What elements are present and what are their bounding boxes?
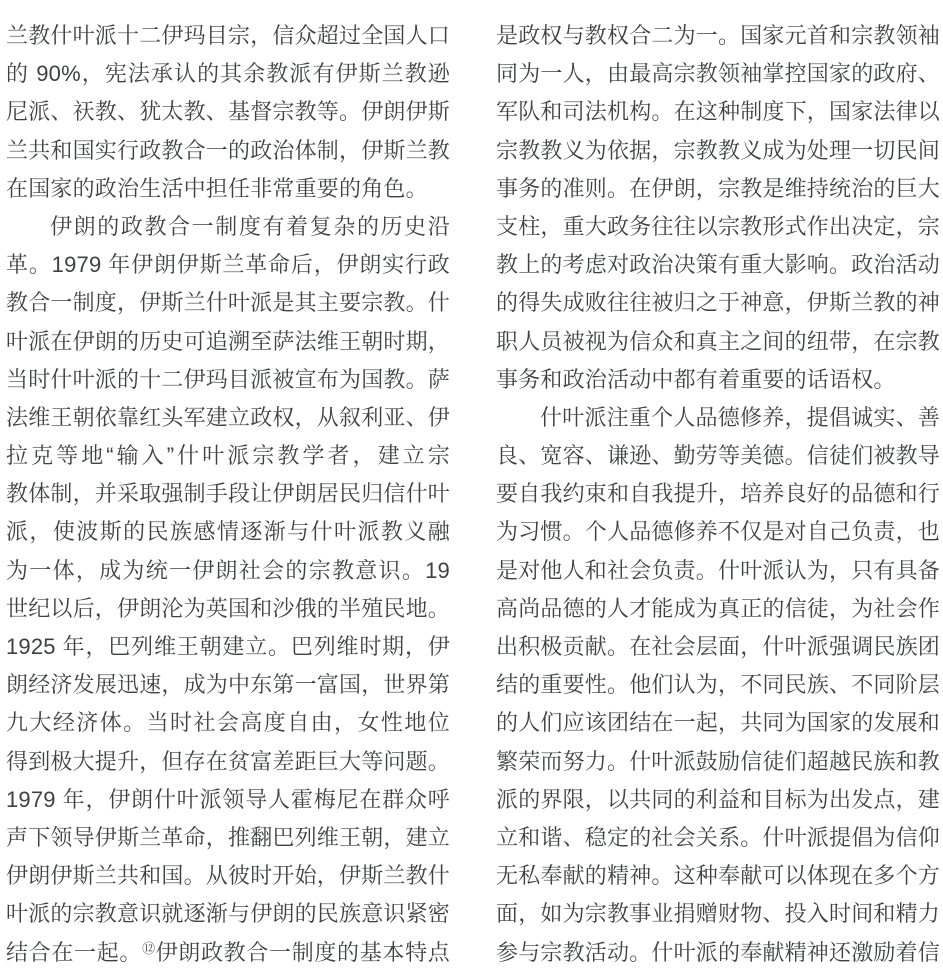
text-line: 朗经济发展迅速，成为中东第一富国，世界第 <box>6 672 451 698</box>
text-line: 1979 年，伊朗什叶派领导人霍梅尼在群众呼 <box>6 786 450 812</box>
text-line: 叶派在伊朗的历史可追溯至萨法维王朝时期， <box>6 328 451 354</box>
text-line: 兰教什叶派十二伊玛目宗，信众超过全国人口 <box>6 23 451 48</box>
text-line: 派的界限，以共同的利益和目标为出发点，建 <box>496 786 941 812</box>
text-line: 为习惯。个人品德修养不仅是对自己负责，也 <box>496 519 941 545</box>
text-line: 当时什叶派的十二伊玛目派被宣布为国教。萨 <box>6 366 451 392</box>
text-line: 的 90%，宪法承认的其余教派有伊斯兰教逊 <box>6 61 450 87</box>
right-column <box>496 17 940 973</box>
text-line: 支柱，重大政务往往以宗教形式作出决定，宗 <box>496 213 941 239</box>
text-line: 教体制，并采取强制手段让伊朗居民归信什叶 <box>6 481 451 507</box>
text-line: 伊朗伊斯兰共和国。从彼时开始，伊斯兰教什 <box>6 863 451 889</box>
text-line: 世纪以后，伊朗沦为英国和沙俄的半殖民地。 <box>6 595 451 621</box>
text-line: 立和谐、稳定的社会关系。什叶派提倡为信仰 <box>496 824 941 850</box>
text-line: 参与宗教活动。什叶派的奉献精神还激励着信 <box>496 939 941 965</box>
text-line: 事务和政治活动中都有着重要的话语权。 <box>496 366 896 392</box>
text-line: 事务的准则。在伊朗，宗教是维持统治的巨大 <box>496 175 941 201</box>
text-line: 九大经济体。当时社会高度自由，女性地位 <box>6 710 450 736</box>
text-line: 是政权与教权合二为一。国家元首和宗教领袖 <box>496 23 941 48</box>
footnote-marker: ⑫ <box>142 940 156 956</box>
text-line: 声下领导伊斯兰革命，推翻巴列维王朝，建立 <box>6 824 451 850</box>
text-line: 要自我约束和自我提升，培养良好的品德和行 <box>496 481 941 507</box>
text-line: 职人员被视为信众和真主之间的纽带，在宗教 <box>496 328 941 354</box>
text-line: 同为一人，由最高宗教领袖掌控国家的政府、 <box>496 61 941 87</box>
text-line: 宗教教义为依据，宗教教义成为处理一切民间 <box>496 137 941 163</box>
text-line: 良、宽容、谦逊、勤劳等美德。信徒们被教导 <box>496 443 941 469</box>
text-line: 在国家的政治生活中担任非常重要的角色。 <box>6 175 428 201</box>
text-line: 法维王朝依靠红头军建立政权，从叙利亚、伊 <box>6 404 451 430</box>
text-line: 得到极大提升，但存在贫富差距巨大等问题。 <box>6 748 451 774</box>
text-line: 叶派的宗教意识就逐渐与伊朗的民族意识紧密 <box>6 901 451 927</box>
left-column <box>6 17 450 973</box>
text-line: 的人们应该团结在一起，共同为国家的发展和 <box>496 710 941 736</box>
text-line: 伊朗的政教合一制度有着复杂的历史沿 <box>50 213 450 239</box>
text-line: 是对他人和社会负责。什叶派认为，只有具备 <box>496 557 941 583</box>
text-line: 结的重要性。他们认为，不同民族、不同阶层 <box>496 672 941 698</box>
text-line: 尼派、祆教、犹太教、基督宗教等。伊朗伊斯 <box>6 99 451 125</box>
text-line: 教上的考虑对政治决策有重大影响。政治活动 <box>496 252 941 278</box>
text-line: 繁荣而努力。什叶派鼓励信徒们超越民族和教 <box>496 748 941 774</box>
text-line: 军队和司法机构。在这种制度下，国家法律以 <box>496 99 941 125</box>
text-line: 的得失成败往往被归之于神意，伊斯兰教的神 <box>496 290 941 316</box>
text-line: 出积极贡献。在社会层面，什叶派强调民族团 <box>496 634 941 659</box>
text-line: 为一体，成为统一伊朗社会的宗教意识。19 <box>6 557 450 583</box>
text-line: 无私奉献的精神。这种奉献可以体现在多个方 <box>496 863 941 889</box>
text-line: 教合一制度，伊斯兰什叶派是其主要宗教。什 <box>6 290 451 316</box>
text-line: 面，如为宗教事业捐赠财物、投入时间和精力 <box>496 901 941 927</box>
text-line: 革。1979 年伊朗伊斯兰革命后，伊朗实行政 <box>6 252 450 278</box>
text-line: 派，使波斯的民族感情逐渐与什叶派教义融 <box>6 519 450 545</box>
text-line: 高尚品德的人才能成为真正的信徒，为社会作 <box>496 595 941 621</box>
text-line: 什叶派注重个人品德修养，提倡诚实、善 <box>540 404 940 430</box>
text-line: 拉克等地“输入”什叶派宗教学者，建立宗 <box>6 443 450 469</box>
text-line: 结合在一起。⑫伊朗政教合一制度的基本特点 <box>6 939 450 965</box>
text-line: 兰共和国实行政教合一的政治体制，伊斯兰教 <box>6 137 451 163</box>
text-line: 1925 年，巴列维王朝建立。巴列维时期，伊 <box>6 634 450 659</box>
